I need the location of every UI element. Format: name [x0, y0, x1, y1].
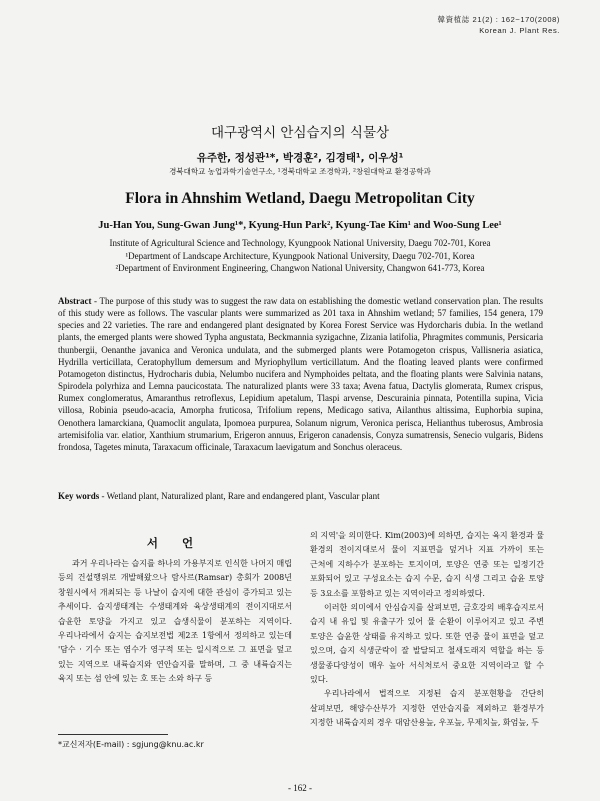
abstract [58, 295, 543, 453]
section-heading: 서 언 [146, 536, 204, 550]
footnote-divider [58, 734, 168, 735]
journal-header [437, 14, 560, 36]
body-column-left [58, 535, 292, 687]
korean-authors: 유주한, 정성관¹*, 박경훈², 김경태¹, 이우성¹ [196, 152, 404, 164]
korean-title: 대구광역시 안심습지의 식물상 [210, 125, 390, 141]
journal-name: Korean J. Plant Res. [479, 26, 560, 35]
affiliation-line: ²Department of Environment Engineering, Changwon National University, Changwon 641-773, Korea [115, 263, 485, 273]
corresponding-author-note: *교신저자(E-mail) : sgjung@knu.ac.kr [58, 740, 204, 749]
korean-affiliations: 경북대학교 농업과학기술연구소, ¹경북대학교 조경학과, ²창원대학교 환경공학과 [169, 167, 431, 176]
affiliation-line: ¹Department of Landscape Architecture, Kyungpook National University, Daegu 702-701, Korea [125, 250, 475, 261]
abstract-label: Abstract [58, 296, 92, 306]
keywords-label: Key words [58, 491, 100, 501]
keywords [58, 491, 543, 501]
affiliation-line: Institute of Agricultural Science and Technology, Kyungpook National University, Daegu 702-701, Korea [109, 238, 491, 248]
body-paragraph: 과거 우리나라는 습지를 하나의 가용부지로 인식한 나머지 매립 등의 건설행위로 개발해왔으나 람사르(Ramsar) 총회가 2008년 창원시에서 개최되는 등 나날이 습지에 대한 관심이 증가되고 있는 추세이다. 습지생태계는 수생태계와 육상생태계의 전이지대로서 습윤한 토양을 가지고 있고 습생식물이 분포하는 지역이다. 우리나라에서 습지는 습지보전법 제2조 1항에서 정의하고 있는데 '담수 · 기수 또는 염수가 영구적 또는 일시적으로 그 표면을 덮고 있는 지역으로 내륙습지와 연안습지를 말하며, 그 중 내륙습지는 육지 또는 섬 안에 있는 호 또는 소와 하구 등 [58, 559, 292, 684]
keywords-text: - Wetland plant, Naturalized plant, Rare and endangered plant, Vascular plant [99, 491, 380, 501]
body-paragraph: 우리나라에서 법적으로 지정된 습지 분포현황을 간단히 살펴보면, 해양수산부가 지정한 연안습지를 제외하고 환경부가 지정한 내륙습지의 경우 대암산용늪, 우포늪, 무제치늪, 화엄늪, 두 [310, 689, 544, 728]
abstract-text: - The purpose of this study was to suggest the raw data on establishing the domestic wetland conservation plan. The results of this study were as follows. The vascular plants were summarized as 201 taxa in Ahnshim wetland; 57 families, 154 genera, 179 species and 22 varieties. The rare and endangered plant designated by Korea Forest Service was Hydorcharis dubia. In the wetland plants, the emerged plants were showed Typha angustata, Beckmannia syzigachne, Zizania latifolia, Phragmites communis, Persicaria thunbergii, Oenanthe javanica and Veronica undulata, and the submerged plants were Potamogeton crispus, Vallisneria asiatica, Hydrilla verticillata, Ceratophyllum demersum and Myriophyllum verticillatum. And the floating leaved plants were confirmed Potamogeton distinctus, Hydrocharis dubia, Nelumbo nucifera and Nymphoides peltata, and the floating plants were Salvinia natans, Spirodela polyrhiza and Lemna paucicostata. The naturalized plants were 33 taxa; Avena fatua, Dactylis glomerata, Rumex crispus, Rumex conglomeratus, Amaranthus retroflexus, Lepidium apetalum, Tlaspi arvense, Descurainia pinnata, Potentilla supina, Vicia villosa, Robinia pseudo-acacia, Amorpha fruticosa, Trifolium repens, Medicago sativa, Ailanthus altissima, Euphorbia supina, Oenothera lamarckiana, Quamoclit angulata, Ipomoea purpurea, Solanum nigrum, Veronica perisca, Helianthus tuberosus, Ambrosia artemisifolia var. elatior, Xanthium strumarium, Erigeron annuus, Erigeron canadensis, Conyza sumatrensis, Senecio vulgaris, Bidens frondosa, Tagetes minuta, Taraxacum officinale, Taraxacum laevigatum and Sonchus oleraceus. [58, 296, 543, 452]
body-column-right [310, 529, 544, 731]
body-paragraph: 의 지역'을 의미한다. Kim(2003)에 의하면, 습지는 육지 환경과 물 환경의 전이지대로서 물이 지표면을 덮거나 지표 가까이 또는 근처에 지하수가 분포하는 토지이며, 토양은 연중 또는 일정기간 포화되어 있고 구성요소는 습지 수문, 습지 식생 그리고 습윤 토양 등 3요소를 포함하고 있는 지역이라고 정의하였다. [310, 531, 544, 598]
journal-citation: 韓資植誌 21(2) : 162~170(2008) [437, 15, 560, 24]
body-paragraph: 이러한 의미에서 안심습지를 살펴보면, 금호강의 배후습지로서 습지 내 유입 및 유출구가 있어 물 순환이 이루어지고 있고 주변 토양은 습윤한 상태를 유지하고 있다. 또한 연중 물이 표면을 덮고 있으며, 습지 식생군락이 잘 발달되고 철새도래지 역할을 하는 등 생물종다양성이 매우 높아 서식처로서 중요한 지역이라고 할 수 있다. [310, 603, 544, 685]
english-title: Flora in Ahnshim Wetland, Daegu Metropolitan City [125, 190, 475, 207]
page-number: - 162 - [288, 783, 312, 793]
english-affiliations [0, 237, 600, 275]
english-authors: Ju-Han You, Sung-Gwan Jung¹*, Kyung-Hun Park², Kyung-Tae Kim¹ and Woo-Sung Lee¹ [98, 220, 502, 231]
